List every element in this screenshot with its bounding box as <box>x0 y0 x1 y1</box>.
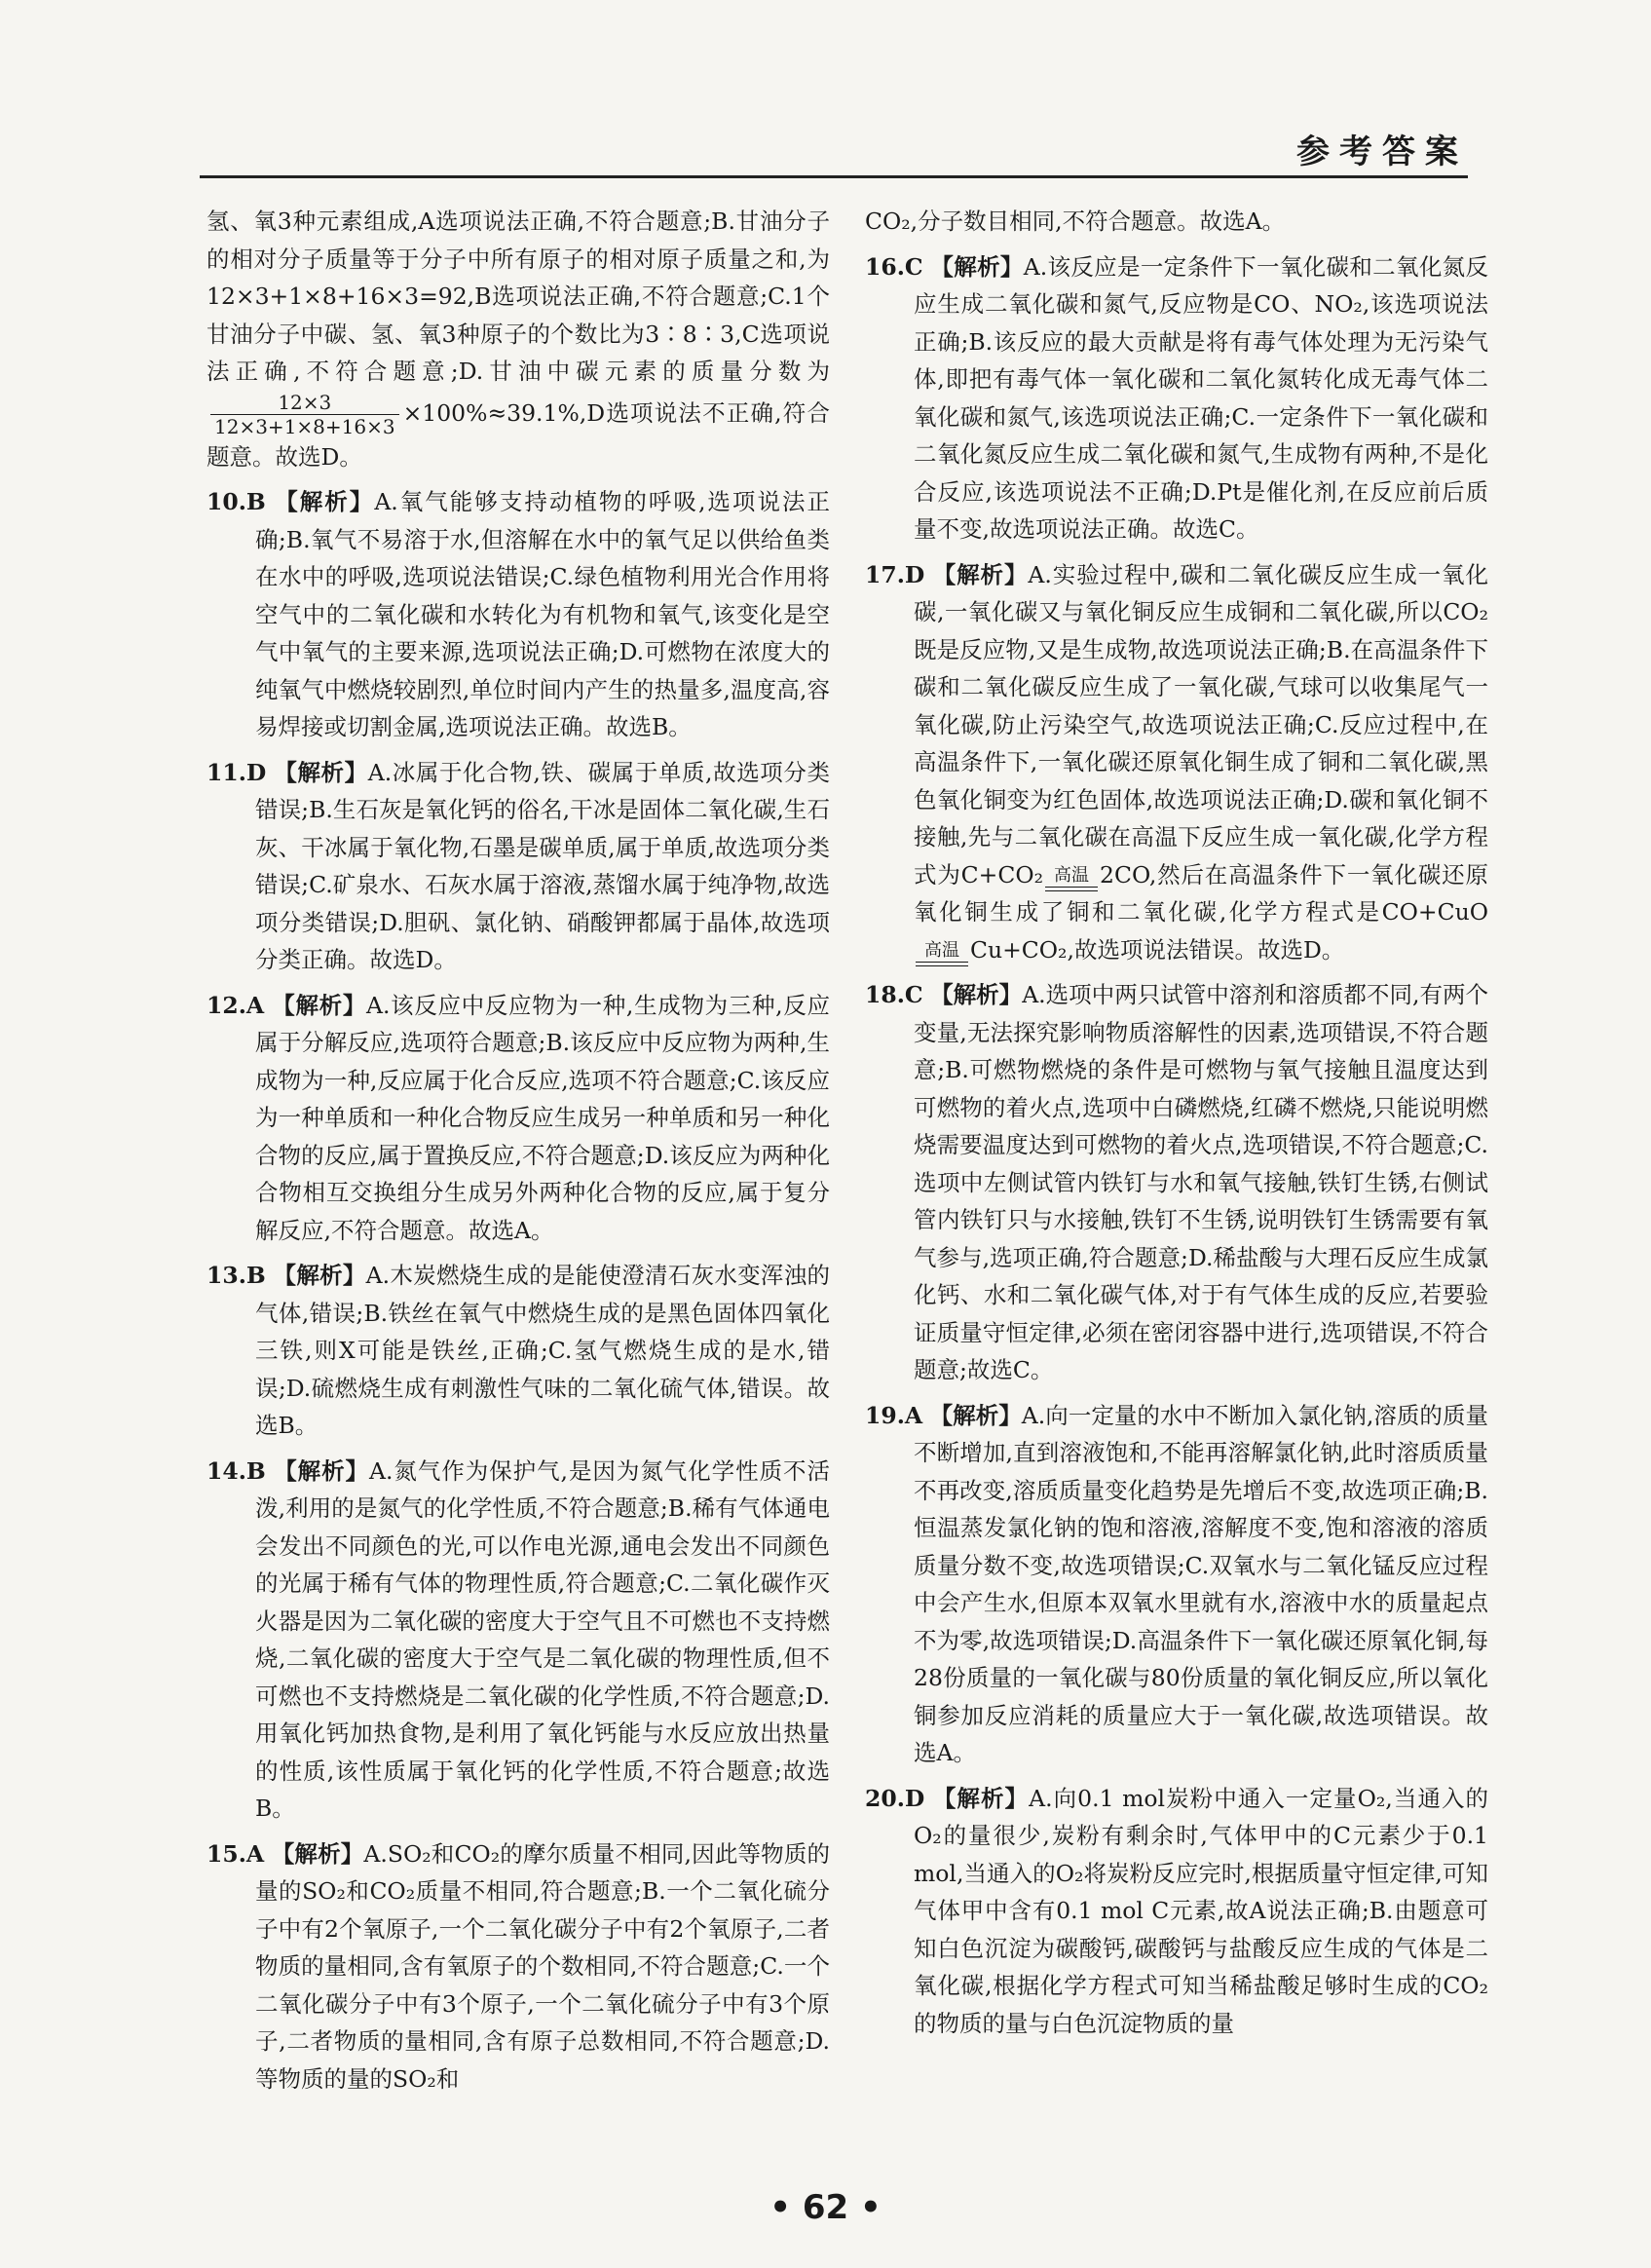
equals-bar <box>916 962 968 966</box>
analysis-text: A.氮气作为保护气,是因为氮气化学性质不活泼,利用的是氮气的化学性质,不符合题意;B.稀有气体通电会发出不同颜色的光,可以作电光源,通电会发出不同颜色的光属于稀有气体的物理性质,符合题意;C.二氧化碳作灭火器是因为二氧化碳的密度大于空气且不可燃也不支持燃烧,二氧化碳的密度大于空气是二氧化碳的物理性质,但不可燃也不支持燃烧是二氧化碳的化学性质,不符合题意;D.用氧化钙加热食物,是利用了氧化钙能与水反应放出热量的性质,该性质属于氧化钙的化学性质,不符合题意;故选B。 <box>255 1456 830 1822</box>
analysis-text: A.木炭燃烧生成的是能使澄清石灰水变浑浊的气体,错误;B.铁丝在氧气中燃烧生成的是黑色固体四氧化三铁,则X可能是铁丝,正确;C.氢气燃烧生成的是水,错误;D.硫燃烧生成有刺激性气味的二氧化硫气体,错误。故选B。 <box>255 1262 830 1439</box>
question-number: 11. <box>206 758 246 786</box>
question-number: 13. <box>206 1262 246 1289</box>
answer-letter: A <box>245 991 265 1019</box>
answer-letter: A <box>904 1401 923 1429</box>
reaction-condition-arrow <box>1045 864 1098 891</box>
analysis-text: A.该反应中反应物为一种,生成物为三种,反应属于分解反应,选项符合题意;B.该反应中反应物为两种,生成物为一种,反应属于化合反应,选项不符合题意;C.该反应为一种单质和一种化合物反应生成另一种单质和另一种化合物的反应,属于置换反应,不符合题意;D.该反应为两种化合物相互交换组分生成另外两种化合物的反应,属于复分解反应,不符合题意。故选A。 <box>255 991 830 1244</box>
equals-bar <box>1045 887 1098 891</box>
question-item <box>865 976 1488 1389</box>
answer-letter: D <box>904 1784 925 1812</box>
mass-fraction-formula <box>210 391 399 438</box>
analysis-text: A.SO₂和CO₂的摩尔质量不相同,因此等物质的量的SO₂和CO₂质量不相同,符合题意;B.一个二氧化硫分子中有2个氧原子,一个二氧化碳分子中有2个氧原子,二者物质的量相同,含有氧原子的个数相同,不符合题意;C.一个二氧化碳分子中有3个原子,一个二氧化硫分子中有3个原子,二者物质的量相同,含有原子总数相同,不符合题意;D.等物质的量的SO₂和 <box>255 1839 830 2093</box>
analysis-tag: 【解析】 <box>932 1784 1030 1812</box>
reaction-condition-arrow <box>916 939 968 966</box>
analysis-text: A.选项中两只试管中溶剂和溶质都不同,有两个变量,无法探究影响物质溶解性的因素,选项错误,不符合题意;B.可燃物燃烧的条件是可燃物与氧气接触且温度达到可燃物的着火点,选项中白磷燃烧,红磷不燃烧,只能说明燃烧需要温度达到可燃物的着火点,选项错误,不符合题意;C.选项中左侧试管内铁钉与水和氧气接触,铁钉生锈,右侧试管内铁钉只与水接触,铁钉不生锈,说明铁钉生锈需要有氧气参与,选项正确,符合题意;D.稀盐酸与大理石反应生成氯化钙、水和二氧化碳气体,对于有气体生成的反应,若要验证质量守恒定律,必须在密闭容器中进行,选项错误,不符合题意;故选C。 <box>914 981 1488 1383</box>
question-item <box>206 1257 830 1445</box>
fraction-denominator: 12×3+1×8+16×3 <box>214 414 395 438</box>
analysis-text: A.向一定量的水中不断加入氯化钠,溶质的质量不断增加,直到溶液饱和,不能再溶解氯化钠,此时溶质质量不再改变,溶质质量变化趋势是先增后不变,故选项正确;B.恒温蒸发氯化钠的饱和溶液,溶解度不变,饱和溶液的溶质质量分数不变,故选项错误;C.双氧水与二氧化锰反应过程中会产生水,但原本双氧水里就有水,溶液中水的质量起点不为零,故选项错误;D.高温条件下一氧化碳还原氧化铜,每28份质量的一氧化碳与80份质量的氧化铜反应,所以氧化铜参加反应消耗的质量应大于一氧化碳,故选项错误。故选A。 <box>914 1401 1488 1766</box>
analysis-text: A.该反应是一定条件下一氧化碳和二氧化氮反应生成二氧化碳和氮气,反应物是CO、NO₂,该选项说法正确;B.该反应的最大贡献是将有毒气体处理为无污染气体,即把有毒气体一氧化碳和二氧化氮转化成无毒气体二氧化碳和氮气,该选项说法正确;C.一定条件下一氧化碳和二氧化氮反应生成二氧化碳和氮气,生成物有两种,不是化合反应,该选项说法不正确;D.Pt是催化剂,在反应前后质量不变,故选项说法正确。故选C。 <box>914 252 1488 543</box>
question-number: 19. <box>865 1401 905 1429</box>
question-number: 17. <box>865 560 905 588</box>
left-column <box>206 203 830 2105</box>
right-column <box>865 203 1488 2050</box>
reaction-condition-label: 高温 <box>1054 864 1090 886</box>
answer-letter: B <box>245 488 266 515</box>
question-number: 18. <box>865 981 905 1008</box>
page-number: • 62 • <box>769 2188 882 2227</box>
answer-letter: D <box>245 758 267 786</box>
fraction-numerator: 12×3 <box>210 391 399 415</box>
answer-letter: C <box>904 981 923 1008</box>
analysis-tag: 【解析】 <box>271 1839 364 1868</box>
answer-letter: A <box>245 1839 265 1868</box>
analysis-tag: 【解析】 <box>274 1456 369 1485</box>
question-item <box>206 483 830 746</box>
header-divider <box>200 175 1468 178</box>
question-item <box>206 1453 830 1828</box>
q9-continuation <box>206 203 830 475</box>
question-number: 15. <box>206 1839 246 1868</box>
answer-letter: B <box>245 1456 266 1485</box>
analysis-text-part3: Cu+CO₂,故选项说法错误。故选D。 <box>970 935 1345 964</box>
analysis-text: A.氧气能够支持动植物的呼吸,选项说法正确;B.氧气不易溶于水,但溶解在水中的氧气足以供给鱼类在水中的呼吸,选项说法错误;C.绿色植物利用光合作用将空气中的二氧化碳和水转化为有机物和氧气,该变化是空气中氧气的主要来源,选项说法正确;D.可燃物在浓度大的纯氧气中燃烧较剧烈,单位时间内产生的热量多,温度高,容易焊接或切割金属,选项说法正确。故选B。 <box>255 488 830 740</box>
question-item <box>865 1397 1488 1772</box>
question-item <box>206 754 830 979</box>
analysis-tag: 【解析】 <box>275 488 375 515</box>
question-number: 12. <box>206 991 246 1019</box>
analysis-text-part1: A.实验过程中,碳和二氧化碳反应生成一氧化碳,一氧化碳又与氧化铜反应生成铜和二氧化碳,所以CO₂既是反应物,又是生成物,故选项说法正确;B.在高温条件下碳和二氧化碳反应生成了一氧化碳,气球可以收集尾气一氧化碳,防止污染空气,故选项说法正确;C.反应过程中,在高温条件下,一氧化碳还原氧化铜生成了铜和二氧化碳,黑色氧化铜变为红色固体,故选项说法正确;D.碳和氧化铜不接触,先与二氧化碳在高温下反应生成一氧化碳,化学方程式为C+CO₂ <box>914 560 1488 888</box>
question-item <box>865 556 1488 969</box>
analysis-tag: 【解析】 <box>273 1262 366 1289</box>
question-number: 20. <box>865 1784 905 1812</box>
q9-text-part2: ×100%≈39.1%,D选项说法不正确,符合题意。故选D。 <box>206 398 830 471</box>
page-header-title: 参考答案 <box>1296 132 1468 171</box>
question-number: 16. <box>865 252 905 281</box>
question-number: 10. <box>206 488 246 515</box>
question-number: 14. <box>206 1456 246 1485</box>
analysis-tag: 【解析】 <box>929 1401 1022 1429</box>
analysis-tag: 【解析】 <box>274 758 368 786</box>
answer-letter: C <box>904 252 923 281</box>
analysis-text: A.冰属于化合物,铁、碳属于单质,故选项分类错误;B.生石灰是氧化钙的俗名,干冰是固体二氧化碳,生石灰、干冰属于氧化物,石墨是碳单质,属于单质,故选项分类错误;C.矿泉水、石灰水属于溶液,蒸馏水属于纯净物,故选项分类错误;D.胆矾、氯化钠、硝酸钾都属于晶体,故选项分类正确。故选D。 <box>255 758 830 973</box>
analysis-text: A.向0.1 mol炭粉中通入一定量O₂,当通入的O₂的量很少,炭粉有剩余时,气体甲中的C元素少于0.1 mol,当通入的O₂将炭粉反应完时,根据质量守恒定律,可知气体甲中含有0.1 mol C元素,故A说法正确;B.由题意可知白色沉淀为碳酸钙,碳酸钙与盐酸反应生成的气体是二氧化碳,根据化学方程式可知当稀盐酸足够时生成的CO₂的物质的量与白色沉淀物质的量 <box>914 1784 1489 2037</box>
analysis-text-part2: 2CO,然后在高温条件下一氧化碳还原氧化铜生成了铜和二氧化碳,化学方程式是CO+CuO <box>914 860 1488 926</box>
analysis-tag: 【解析】 <box>932 560 1029 588</box>
q15-continuation: CO₂,分子数目相同,不符合题意。故选A。 <box>865 208 1286 235</box>
question-item <box>865 1780 1488 2043</box>
reaction-condition-label: 高温 <box>924 939 959 961</box>
answer-letter: B <box>245 1262 266 1289</box>
question-item <box>865 248 1488 548</box>
analysis-tag: 【解析】 <box>930 252 1024 281</box>
q9-text-part1: 氢、氧3种元素组成,A选项说法正确,不符合题意;B.甘油分子的相对分子质量等于分子中所有原子的相对原子质量之和,为12×3+1×8+16×3=92,B选项说法正确,不符合题意;C.1个甘油分子中碳、氢、氧3种原子的个数比为3∶8∶3,C选项说法正确,不符合题意;D.甘油中碳元素的质量分数为 <box>206 208 830 385</box>
question-item <box>206 1835 830 2098</box>
question-item <box>206 987 830 1250</box>
analysis-tag: 【解析】 <box>930 981 1023 1008</box>
answer-letter: D <box>904 560 925 588</box>
analysis-tag: 【解析】 <box>272 991 367 1019</box>
